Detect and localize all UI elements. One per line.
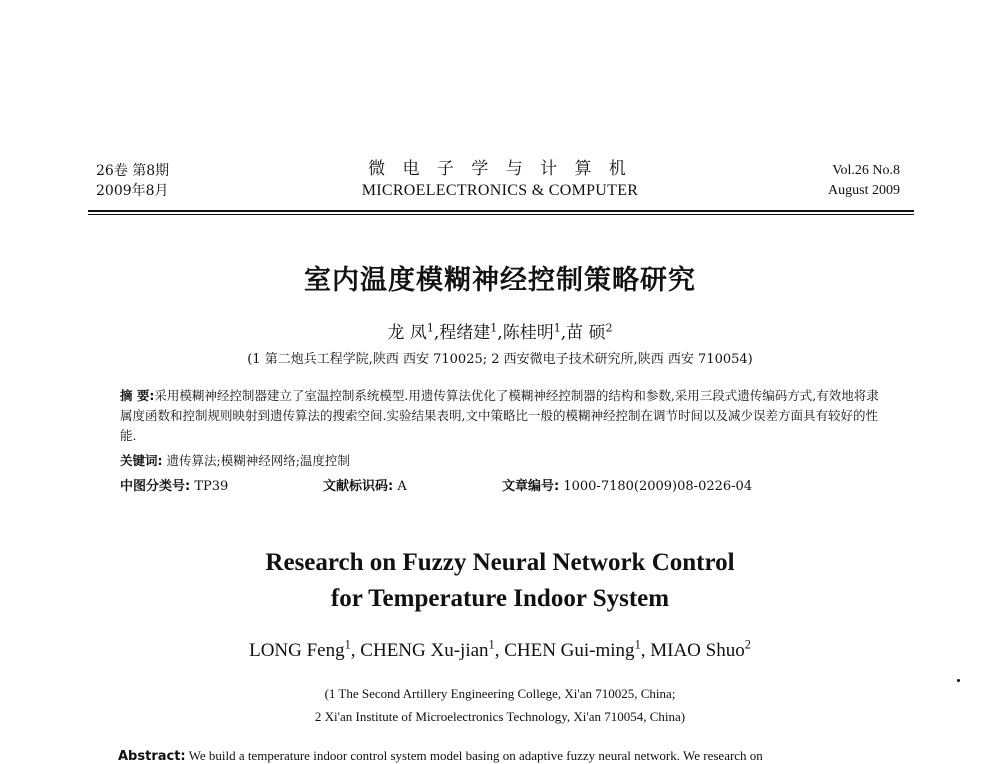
paper-title-en-line1: Research on Fuzzy Neural Network Control	[265, 549, 735, 576]
paper-title-cn: 室内温度模糊神经控制策略研究	[304, 265, 696, 296]
author-name-en: MIAO Shuo	[650, 640, 745, 661]
author-name-en: LONG Feng	[249, 640, 345, 661]
author-name-cn: 陈桂明	[502, 323, 554, 343]
author-affil-mark: 2	[744, 637, 751, 652]
author-name-en: CHENG Xu-jian	[360, 640, 489, 661]
document-code	[323, 475, 407, 494]
author-affil-mark: 1	[490, 321, 498, 335]
author-affil-mark: 1	[426, 321, 434, 335]
affiliation-en	[0, 682, 1000, 728]
journal-name	[320, 158, 680, 202]
abstract-en	[118, 748, 898, 764]
article-no-value: 1000-7180(2009)08-0226-04	[563, 479, 753, 494]
author-name-cn: 龙 凤	[387, 323, 427, 343]
abstract-label-cn: 摘 要:	[120, 388, 155, 403]
clc-label: 中图分类号:	[120, 479, 191, 494]
abstract-text-en: We build a temperature indoor control system model basing on adaptive fuzzy neural network. We research on	[188, 748, 763, 763]
keywords-cn	[120, 451, 890, 469]
volume-issue-cn: 26卷 第8期	[96, 163, 170, 179]
affiliation-en-line1: (1 The Second Artillery Engineering College, Xi'an 710025, China;	[324, 686, 676, 701]
journal-issue-en	[760, 161, 900, 201]
article-no-label: 文章编号:	[502, 479, 560, 494]
keywords-text-cn: 遗传算法;模糊神经网络;温度控制	[166, 453, 350, 468]
affiliation-en-line2: 2 Xi'an Institute of Microelectronics Technology, Xi'an 710054, China)	[314, 709, 686, 724]
volume-issue-en: Vol.26 No.8	[832, 163, 900, 178]
author-list-en: LONG Feng$^1$, CHENG Xu-jian$^1$, CHEN Gui-ming$^1$, MIAO Shuo$^2$	[249, 637, 751, 661]
journal-name-en: MICROELECTRONICS & COMPUTER	[361, 182, 639, 199]
doc-code-label: 文献标识码:	[323, 479, 394, 494]
author-affil-mark: 2	[605, 321, 613, 335]
keywords-label-cn: 关键词:	[120, 453, 163, 468]
abstract-text-cn: 采用模糊神经控制器建立了室温控制系统模型.用遗传算法优化了模糊神经控制器的结构和参数,采用三段式遗传编码方式,有效地将隶属度函数和控制规则映射到遗传算法的搜索空间.实验结果表明,文中策略比一般的模糊神经控制在调节时间以及减少误差方面具有较好的性能.	[120, 388, 879, 443]
journal-name-cn: 微 电 子 学 与 计 算 机	[368, 159, 632, 179]
scan-speck	[957, 679, 960, 682]
paper-title-en-line2: for Temperature Indoor System	[330, 585, 670, 612]
author-name-cn: 程绪建	[439, 323, 491, 343]
author-name-en: CHEN Gui-ming	[504, 640, 635, 661]
paper-title-en	[0, 545, 1000, 617]
abstract-label-en: Abstract:	[118, 749, 186, 764]
author-affil-mark: 1	[553, 321, 561, 335]
header-rule-thick	[88, 210, 914, 212]
date-en: August 2009	[828, 183, 900, 198]
affiliation-cn: (1 第二炮兵工程学院,陕西 西安 710025; 2 西安微电子技术研究所,陕西 西安 710054)	[247, 352, 753, 367]
article-number	[502, 475, 752, 494]
clc-code	[120, 475, 228, 494]
journal-issue-cn	[96, 161, 169, 201]
author-affil-mark: 1	[634, 637, 641, 652]
author-affil-mark: 1	[344, 637, 351, 652]
doc-code-value: A	[397, 479, 407, 494]
author-name-cn: 苗 硕	[566, 323, 606, 343]
author-list-cn: 龙 凤$^1$,程绪建$^1$,陈桂明$^1$,苗 硕$^2$	[387, 321, 613, 343]
date-cn: 2009年8月	[96, 183, 169, 199]
author-affil-mark: 1	[488, 637, 495, 652]
clc-value: TP39	[194, 479, 229, 494]
abstract-cn	[120, 386, 890, 446]
header-rule-thin	[88, 214, 914, 215]
